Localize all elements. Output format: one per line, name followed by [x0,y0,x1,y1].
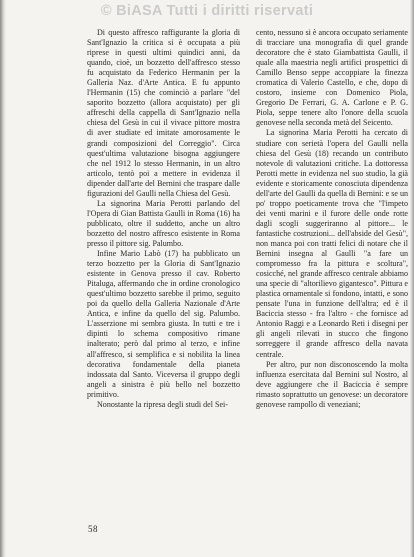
paragraph: Infine Mario Labò (17) ha pubblicato un terzo bozzetto per la Gloria di Sant'Ignazio esistente in Genova presso il cav. Roberto Pitaluga, affermando che in ordine cronologico quest'ultimo bozzetto sarebbe il primo, seguito poi da quello della Galleria Nazionale d'Arte Antica, e infine da quello del sig. Palumbo. L'asserzione mi sembra giusta. In tutti e tre i dipinti lo schema compositivo rimane inalterato; però dal primo al terzo, e infine all'affresco, si semplifica e si nobilita la linea decorativa fondamentale della pianeta indossata dal Santo. Viceversa il gruppo degli angeli a sinistra è più bello nel bozzetto primitivo. [87,249,240,399]
page-number: 58 [88,524,98,534]
left-text-column [87,28,240,410]
paragraph-continuation: cento, nessuno si è ancora occupato seriamente di tracciare una monografia di quel grande decoratore che è stato Giambattista Gaulli, il quale alla maestria negli artifici prospettici di Camillo Benso seppe accoppiare la finezza cromatica di Valerio Castello, e che, dopo di costoro, insieme con Domenico Piola, Gregorio De Ferrari, G. A. Carlone e P. G. Piola, seppe tenere alto l'onore della scuola genovese nella seconda metà del Seicento. [256,28,408,128]
paragraph: La signorina Maria Perotti ha cercato di studiare con serietà l'opera del Gaulli nella chiesa del Gesù (18) recando un contributo notevole di valutazioni critiche. La dottoressa Perotti mette in evidenza nel suo studio, la già evidente e storicamente conosciuta dipendenza dell'arte del Gaulli da quella di Bernini: e se un po' troppo poeticamente trova che "l'impeto dei venti marini e il furore delle onde rotte dagli scogli suggeriranno al pittore... le fantastiche costruzioni... dell'abside del Gesù", non manca poi con tratti felici di notare che il Bernini insegna al Gaulli "a fare un compromesso fra la pittura e scoltura", cosicché, nel grande affresco centrale abbiamo una specie di "altorilievo gigantesco". Pittura e plastica ornamentale si fondono, intatti, e sono pensate l'una in funzione dell'altra; ed è il Baciccia stesso - fra l'altro - che fornisce ad Antonio Raggi e a Leonardo Reti i disegni per gli angeli rilevati in stucco che fingono sorreggere il grande affresco della navata centrale. [256,128,408,359]
paragraph: Di questo affresco raffigurante la gloria di Sant'Ignazio la critica si è occupata a più riprese in questi ultimi quindici anni, da quando, cioè, un bozzetto dell'affresco stesso fu acquistato da Federico Hermanin per la Galleria Naz. d'Arte Antica. E fu appunto l'Hermanin (15) che cominciò a parlare "del saporito bozzetto (allora acquistato) per gli affreschi della cappella di Sant'Ignazio nella chiesa del Gesù in cui il vivace pittore mostra di aver studiate ed imitate amorosamente le grandi composizioni del Correggio". Circa quest'ultima valutazione bisogna aggiungere che nel 1912 lo stesso Hermanin, in un altro articolo, tentò poi a mettere in evidenza il dipender dall'arte del Bernini che traspare dalle figurazioni del Gaulli nella Chiesa del Gesù. [87,28,240,198]
right-text-column [256,28,408,410]
paragraph: Per altro, pur non disconoscendo la molta influenza esercitata dal Bernini sul Nostro, al deve aggiungere che il Baciccia è sempre rimasto soprattutto un genovese: un decoratore genovese rampollo di veneziani; [256,359,408,409]
paragraph: La signorina Maria Perotti parlando del l'Opera di Gian Battista Gaulli in Roma (16) ha pubblicato, oltre il suddetto, anche un altro bozzetto del nostro affresco esistente in Roma presso il pittore sig. Palumbo. [87,198,240,248]
copyright-watermark: © BiASA Tutti i diritti riservati [100,3,314,19]
page-edge-shadow-left [0,0,6,557]
page-edge-shadow-right [410,0,414,557]
paragraph: Nonostante la ripresa degli studi del Sei- [97,399,228,409]
